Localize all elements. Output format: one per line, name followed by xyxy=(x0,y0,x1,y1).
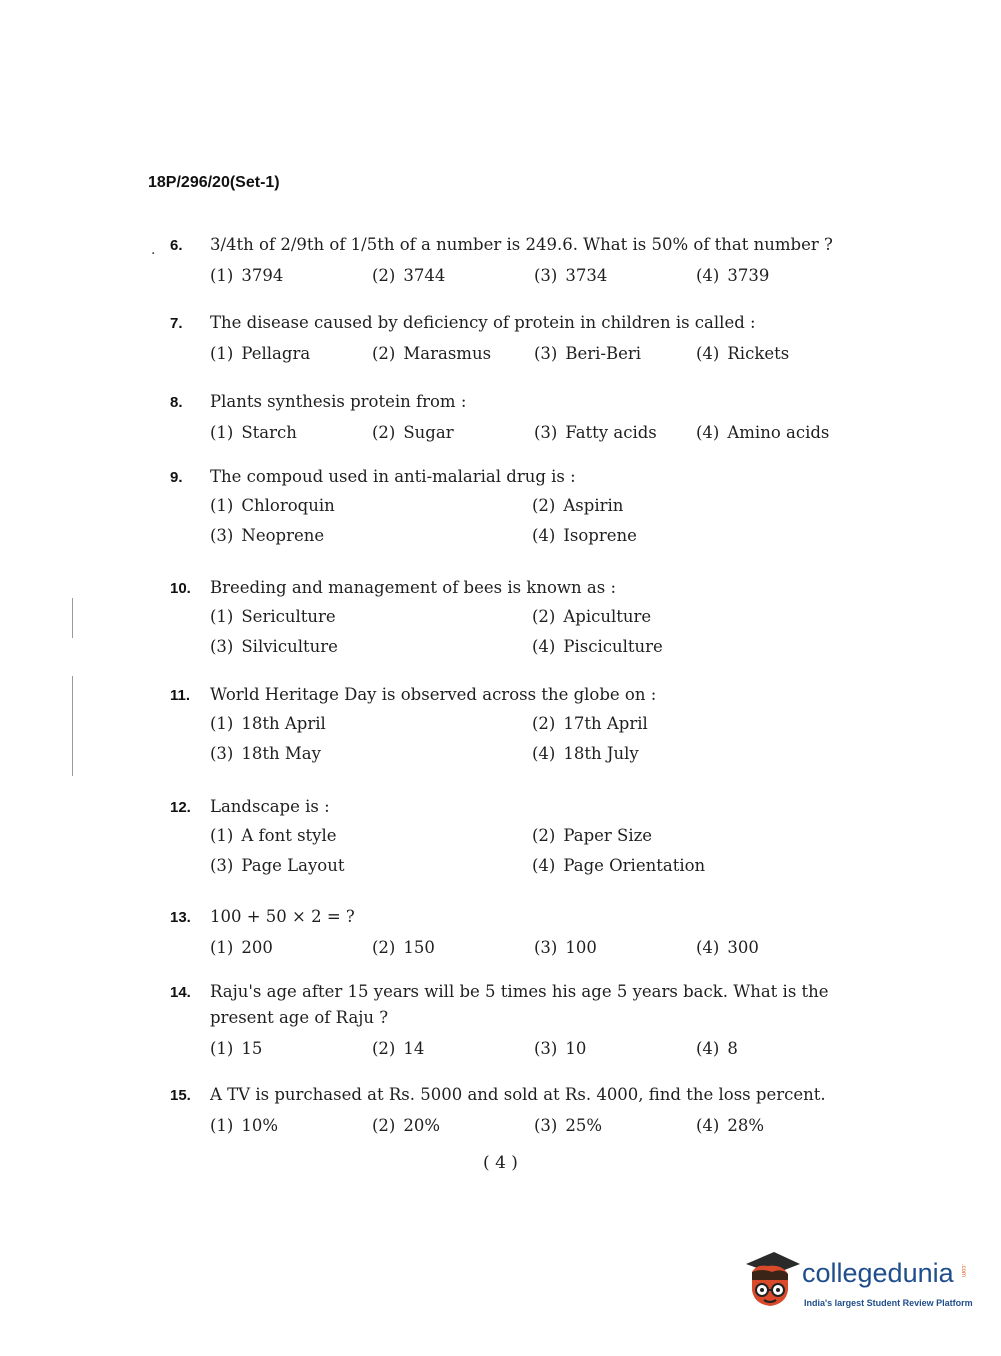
options xyxy=(210,421,870,445)
option-label: (4) xyxy=(696,1039,720,1058)
option-label: (4) xyxy=(532,856,556,875)
option-text: Isoprene xyxy=(563,526,637,545)
option-label: (3) xyxy=(210,526,234,545)
scan-margin-line xyxy=(72,598,73,638)
option-label: (3) xyxy=(534,938,558,957)
option-text: 8 xyxy=(727,1039,738,1058)
option-text: Starch xyxy=(241,423,297,442)
option-3 xyxy=(534,342,696,366)
option-label: (2) xyxy=(532,496,556,515)
option-text: 150 xyxy=(403,938,435,957)
option-4 xyxy=(696,936,858,960)
option-4 xyxy=(696,264,858,288)
option-label: (3) xyxy=(210,856,234,875)
option-text: 10 xyxy=(565,1039,587,1058)
question-10 xyxy=(170,575,870,659)
question-text: Raju's age after 15 years will be 5 times his age 5 years back. What is the present age of Raju ? xyxy=(210,982,829,1027)
option-label: (2) xyxy=(532,607,556,626)
option-label: (3) xyxy=(534,266,558,285)
option-2 xyxy=(372,342,534,366)
options xyxy=(210,1114,870,1138)
option-3 xyxy=(534,1037,696,1061)
option-text: 20% xyxy=(403,1116,441,1135)
question-number: 14. xyxy=(170,984,191,1001)
question-14 xyxy=(170,979,870,1061)
option-text: Sugar xyxy=(403,423,454,442)
option-label: (2) xyxy=(372,344,396,363)
question-12 xyxy=(170,794,870,878)
option-text: 3739 xyxy=(727,266,770,285)
question-text: Landscape is : xyxy=(210,797,330,816)
option-1 xyxy=(210,824,532,848)
question-number: 12. xyxy=(170,799,191,816)
option-label: (4) xyxy=(696,266,720,285)
question-text: 3/4th of 2/9th of 1/5th of a number is 249.6. What is 50% of that number ? xyxy=(210,235,833,254)
option-text: Amino acids xyxy=(727,423,830,442)
question-text: The compoud used in anti-malarial drug is : xyxy=(210,467,576,486)
options xyxy=(210,936,870,960)
margin-dot: . xyxy=(151,242,156,258)
option-text: Rickets xyxy=(727,344,790,363)
question-number: 10. xyxy=(170,580,191,597)
question-number: 9. xyxy=(170,469,183,486)
question-9 xyxy=(170,464,870,548)
option-1 xyxy=(210,264,372,288)
option-label: (4) xyxy=(696,423,720,442)
options xyxy=(210,264,870,288)
option-label: (1) xyxy=(210,266,234,285)
option-text: 28% xyxy=(727,1116,765,1135)
options xyxy=(210,1037,870,1061)
option-4 xyxy=(532,742,832,766)
logo-tagline: India's largest Student Review Platform xyxy=(804,1298,973,1308)
option-label: (2) xyxy=(372,938,396,957)
question-number: 6. xyxy=(170,237,183,254)
option-label: (2) xyxy=(532,826,556,845)
logo-name: collegedunia xyxy=(802,1258,954,1288)
option-text: 18th April xyxy=(241,714,326,733)
options xyxy=(210,824,870,878)
options xyxy=(210,712,870,766)
question-text: The disease caused by deficiency of protein in children is called : xyxy=(210,313,756,332)
option-3 xyxy=(534,421,696,445)
option-text: 300 xyxy=(727,938,759,957)
option-text: 200 xyxy=(241,938,273,957)
option-label: (4) xyxy=(696,1116,720,1135)
option-label: (1) xyxy=(210,714,234,733)
option-text: Chloroquin xyxy=(241,496,335,515)
question-7 xyxy=(170,310,870,366)
option-text: Page Orientation xyxy=(563,856,706,875)
option-1 xyxy=(210,936,372,960)
option-text: 25% xyxy=(565,1116,603,1135)
question-text: 100 + 50 × 2 = ? xyxy=(210,907,355,926)
option-text: A font style xyxy=(241,826,337,845)
collegedunia-logo[interactable] xyxy=(742,1250,972,1320)
option-2 xyxy=(372,264,534,288)
question-number: 7. xyxy=(170,315,183,332)
option-text: 3734 xyxy=(565,266,608,285)
option-text: Paper Size xyxy=(563,826,653,845)
option-text: Marasmus xyxy=(403,344,492,363)
option-2 xyxy=(372,1037,534,1061)
option-text: 15 xyxy=(241,1039,263,1058)
option-text: 3744 xyxy=(403,266,446,285)
option-label: (2) xyxy=(532,714,556,733)
option-3 xyxy=(210,854,532,878)
option-4 xyxy=(696,421,858,445)
logo-dotcom: .com xyxy=(960,1264,966,1278)
option-label: (1) xyxy=(210,826,234,845)
question-text: World Heritage Day is observed across the globe on : xyxy=(210,685,657,704)
option-label: (2) xyxy=(372,1116,396,1135)
question-15 xyxy=(170,1082,870,1138)
question-text: Breeding and management of bees is known as : xyxy=(210,578,617,597)
question-text: Plants synthesis protein from : xyxy=(210,392,467,411)
option-text: 10% xyxy=(241,1116,279,1135)
scan-margin-line xyxy=(72,676,73,776)
option-1 xyxy=(210,421,372,445)
question-11 xyxy=(170,682,870,766)
option-label: (4) xyxy=(532,526,556,545)
option-1 xyxy=(210,712,532,736)
option-label: (3) xyxy=(534,344,558,363)
question-number: 13. xyxy=(170,909,191,926)
option-label: (4) xyxy=(532,744,556,763)
option-text: Pisciculture xyxy=(563,637,663,656)
option-3 xyxy=(210,524,532,548)
question-number: 11. xyxy=(170,687,191,704)
option-label: (1) xyxy=(210,1039,234,1058)
option-4 xyxy=(532,524,832,548)
option-1 xyxy=(210,1114,372,1138)
option-text: 18th July xyxy=(563,744,639,763)
question-13 xyxy=(170,904,870,960)
question-6 xyxy=(170,232,870,288)
option-label: (1) xyxy=(210,1116,234,1135)
option-4 xyxy=(532,854,832,878)
question-text: A TV is purchased at Rs. 5000 and sold at Rs. 4000, find the loss percent. xyxy=(210,1085,826,1104)
option-label: (1) xyxy=(210,496,234,515)
option-4 xyxy=(696,342,858,366)
option-text: Sericulture xyxy=(241,607,336,626)
option-label: (4) xyxy=(696,938,720,957)
option-3 xyxy=(210,742,532,766)
paper-code: 18P/296/20(Set-1) xyxy=(148,174,280,191)
option-label: (4) xyxy=(532,637,556,656)
option-2 xyxy=(532,605,832,629)
option-4 xyxy=(532,635,832,659)
option-label: (3) xyxy=(210,637,234,656)
option-label: (2) xyxy=(372,423,396,442)
option-2 xyxy=(532,494,832,518)
option-2 xyxy=(372,1114,534,1138)
mascot-icon xyxy=(742,1250,800,1314)
question-8 xyxy=(170,389,870,445)
option-text: Page Layout xyxy=(241,856,345,875)
option-text: Fatty acids xyxy=(565,423,657,442)
option-3 xyxy=(210,635,532,659)
option-2 xyxy=(372,936,534,960)
option-text: Aspirin xyxy=(563,496,624,515)
option-label: (3) xyxy=(534,1039,558,1058)
option-1 xyxy=(210,494,532,518)
options xyxy=(210,605,870,659)
question-number: 8. xyxy=(170,394,183,411)
question-number: 15. xyxy=(170,1087,191,1104)
option-4 xyxy=(696,1037,858,1061)
option-4 xyxy=(696,1114,858,1138)
option-text: Silviculture xyxy=(241,637,338,656)
option-label: (4) xyxy=(696,344,720,363)
option-text: Apiculture xyxy=(563,607,652,626)
option-label: (2) xyxy=(372,1039,396,1058)
option-2 xyxy=(372,421,534,445)
option-1 xyxy=(210,342,372,366)
option-text: 18th May xyxy=(241,744,321,763)
option-text: 14 xyxy=(403,1039,425,1058)
option-text: Neoprene xyxy=(241,526,325,545)
option-text: 100 xyxy=(565,938,597,957)
option-label: (1) xyxy=(210,423,234,442)
option-3 xyxy=(534,264,696,288)
option-3 xyxy=(534,1114,696,1138)
options xyxy=(210,342,870,366)
option-2 xyxy=(532,712,832,736)
option-label: (1) xyxy=(210,938,234,957)
option-label: (3) xyxy=(210,744,234,763)
option-label: (2) xyxy=(372,266,396,285)
option-3 xyxy=(534,936,696,960)
option-1 xyxy=(210,1037,372,1061)
option-text: 17th April xyxy=(563,714,648,733)
option-label: (1) xyxy=(210,607,234,626)
option-text: Beri-Beri xyxy=(565,344,642,363)
option-text: Pellagra xyxy=(241,344,311,363)
option-label: (3) xyxy=(534,1116,558,1135)
option-label: (3) xyxy=(534,423,558,442)
option-label: (1) xyxy=(210,344,234,363)
option-1 xyxy=(210,605,532,629)
option-2 xyxy=(532,824,832,848)
page-number: ( 4 ) xyxy=(483,1153,518,1173)
options xyxy=(210,494,870,548)
option-text: 3794 xyxy=(241,266,284,285)
